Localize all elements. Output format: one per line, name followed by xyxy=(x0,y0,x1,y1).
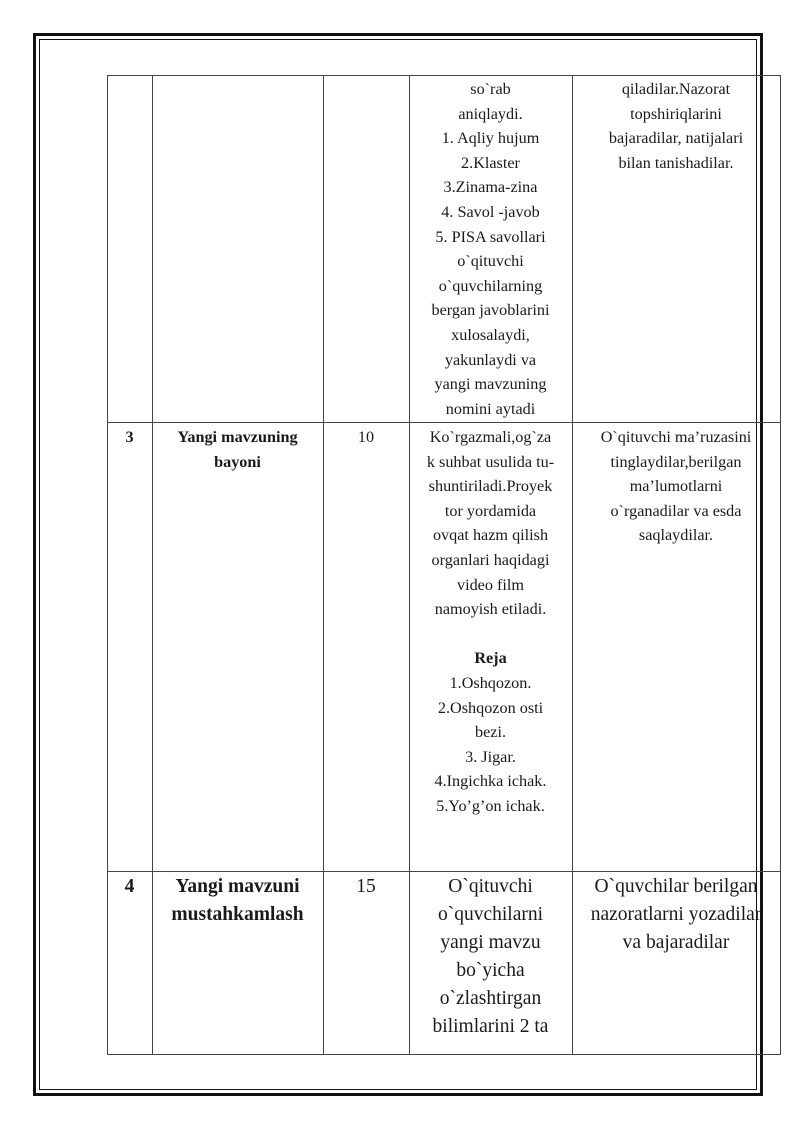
text-line: tor yordamida xyxy=(444,501,537,520)
text-line: o`rganadilar va esda xyxy=(610,501,742,520)
text-line: 3.Zinama-zina xyxy=(443,178,538,197)
text-line: nazoratlarni yozadilar xyxy=(590,904,762,925)
text-line: bajaradilar, natijalari xyxy=(608,129,744,148)
table-line xyxy=(107,422,781,423)
text-line: o`quvchilarning xyxy=(438,276,543,295)
text-line: 2.Klaster xyxy=(461,153,520,172)
table-line xyxy=(107,75,781,76)
table-line xyxy=(107,1054,781,1055)
text-line: ma’lumotlarni xyxy=(629,477,723,496)
text-line: video film xyxy=(457,575,524,594)
table-line xyxy=(107,871,781,872)
row-stage xyxy=(152,873,323,929)
text-line: Yangi mavzuning xyxy=(177,428,298,446)
text-line: bergan javoblarini xyxy=(431,301,550,320)
text-line: aniqlaydi. xyxy=(458,104,523,123)
text-line: tinglaydilar,berilgan xyxy=(610,452,742,471)
text-line: O`qituvchi ma’ruzasini xyxy=(600,428,752,446)
text-line: bayoni xyxy=(214,452,261,471)
plan-item: 3. Jigar. xyxy=(465,747,516,766)
row1-student-activity xyxy=(572,77,780,175)
text-line: xulosalaydi, xyxy=(451,325,530,344)
table-line xyxy=(780,75,781,1055)
text-line: va bajaradilar xyxy=(622,932,730,953)
text-line: qiladilar.Nazorat xyxy=(621,80,731,98)
text-line: namoyish etiladi. xyxy=(434,600,547,619)
table-line xyxy=(107,75,108,1055)
text-line: 4. Savol -javob xyxy=(441,202,540,221)
text-line: shuntiriladi.Proyek xyxy=(428,477,553,496)
text-line: so`rab xyxy=(470,80,511,98)
row-teacher-activity xyxy=(409,873,572,1041)
text-line: mustahkamlash xyxy=(171,904,304,925)
text-line: yangi mavzu xyxy=(440,932,541,953)
text-line: o`qituvchi xyxy=(457,252,524,271)
text-line: O`quvchilar berilgan xyxy=(594,876,758,897)
row-student-activity xyxy=(572,873,780,957)
plan-item: 5.Yo’g’on ichak. xyxy=(436,796,545,815)
row-stage xyxy=(152,425,323,474)
row-number: 3 xyxy=(125,428,134,446)
text-line: ovqat hazm qilish xyxy=(432,526,549,545)
text-line: O`qituvchi xyxy=(448,876,533,897)
plan-item: 1.Oshqozon. xyxy=(449,673,532,692)
row-time: 15 xyxy=(356,876,376,897)
text-line: 5. PISA savollari xyxy=(435,227,546,246)
text-line: bilan tanishadilar. xyxy=(618,153,734,172)
row-number: 4 xyxy=(124,876,135,897)
blank-line xyxy=(409,622,572,647)
plan-item: 2.Oshqozon osti xyxy=(437,698,544,717)
text-line: yakunlaydi va xyxy=(444,350,537,369)
row-teacher-activity xyxy=(409,425,572,819)
text-line: k suhbat usulida tu- xyxy=(426,452,555,471)
text-line: saqlaydilar. xyxy=(638,526,714,545)
text-line: yangi mavzuning xyxy=(434,375,547,394)
row1-teacher-activity xyxy=(409,77,572,421)
text-line: bo`yicha xyxy=(456,960,525,981)
row-time: 10 xyxy=(357,428,375,446)
text-line: organlari haqidagi xyxy=(431,550,550,569)
text-line: bilimlarini 2 ta xyxy=(432,1016,549,1037)
row-student-activity xyxy=(572,425,780,548)
text-line: o`quvchilarni xyxy=(437,904,544,925)
text-line: o`zlashtirgan xyxy=(439,988,542,1009)
plan-item: bezi. xyxy=(474,723,506,742)
text-line: topshiriqlarini xyxy=(630,104,722,123)
table-line xyxy=(323,75,324,1055)
text-line: Yangi mavzuni xyxy=(175,876,300,897)
text-line: 1. Aqliy hujum xyxy=(441,129,540,148)
plan-heading: Reja xyxy=(474,649,507,668)
text-line: Ko`rgazmali,og`za xyxy=(429,428,552,446)
text-line: nomini aytadi xyxy=(445,399,536,418)
plan-item: 4.Ingichka ichak. xyxy=(434,772,547,791)
